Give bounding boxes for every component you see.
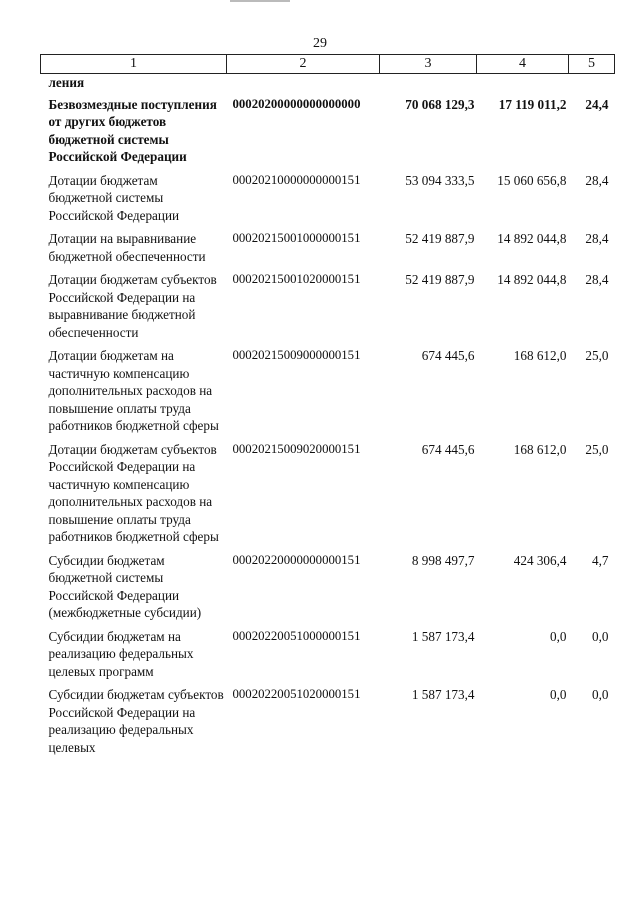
row-name: Дотации бюджетам субъектов Российской Федерации на частичную компенсацию дополнительных расходов на повышение оплаты труда работников бюджетной сферы [48,441,219,544]
row-percent: 25,0 [585,348,609,363]
table-row [41,552,615,628]
row-value-4: 0,0 [550,687,567,702]
row-value-4: 168 612,0 [513,441,567,457]
row-name: Дотации на выравнивание бюджетной обеспеченности [48,231,206,264]
row-value-4: 14 892 044,8 [497,231,567,246]
table-row [41,271,615,347]
table-header-row [41,55,615,74]
scan-artifact [230,0,290,2]
row-value-3: 52 419 887,9 [405,231,475,246]
table-row [41,628,615,687]
row-percent: 0,0 [592,687,609,702]
row-value-4 [477,74,569,96]
row-value-3: 674 445,6 [421,348,475,363]
row-percent: 28,4 [585,231,609,246]
table-row [41,441,615,552]
row-percent: 4,7 [592,552,609,568]
row-name: Субсидии бюджетам бюджетной системы Российской Федерации (межбюджетные субсидии) [48,552,202,620]
table-row [41,347,615,441]
row-value-3 [380,74,477,96]
row-code: 00020210000000000151 [232,172,361,187]
row-code: 00020215009000000151 [232,348,361,362]
row-code [227,74,380,96]
table-row [41,230,615,271]
row-code: 00020200000000000000 [232,96,361,111]
row-value-4: 15 060 656,8 [497,172,567,188]
column-header-5: 5 [569,55,615,74]
row-name: Дотации бюджетам на частичную компенсацию дополнительных расходов на повышение оплаты труда работников бюджетной сферы [48,348,219,433]
row-code: 00020220051020000151 [232,687,361,701]
row-value-3: 1 587 173,4 [411,628,475,644]
row-code: 00020220000000000151 [232,552,361,567]
table-row [41,74,615,96]
column-header-2: 2 [227,55,380,74]
row-code: 00020215001000000151 [232,231,361,245]
column-header-3: 3 [380,55,477,74]
row-value-3: 674 445,6 [421,441,475,457]
row-value-3: 1 587 173,4 [411,687,475,702]
row-name: Безвозмездные поступления от других бюджетов бюджетной системы Российской Федерации [48,96,217,164]
budget-table [40,54,615,762]
column-header-1: 1 [41,55,227,74]
row-name: ления [48,75,85,90]
table-body [41,74,615,763]
row-value-3: 53 094 333,5 [405,172,475,188]
row-code: 00020215001020000151 [232,272,361,286]
row-value-4: 0,0 [550,628,567,644]
row-value-4: 17 119 011,2 [498,96,567,112]
table-row [41,686,615,762]
row-percent [569,74,615,96]
row-percent: 28,4 [585,172,609,188]
row-value-3: 70 068 129,3 [405,96,475,112]
row-name: Дотации бюджетам бюджетной системы Российской Федерации [48,172,180,223]
row-percent: 0,0 [592,628,609,644]
row-value-4: 168 612,0 [513,348,567,363]
row-percent: 24,4 [585,96,609,112]
page-number: 29 [313,36,327,51]
row-name: Субсидии бюджетам на реализацию федеральных целевых программ [48,628,194,679]
table-row [41,96,615,172]
table-row [41,172,615,231]
row-code: 00020220051000000151 [232,628,361,643]
column-header-4: 4 [477,55,569,74]
row-value-3: 52 419 887,9 [405,272,475,287]
row-name: Дотации бюджетам субъектов Российской Федерации на выравнивание бюджетной обеспеченности [48,272,217,340]
row-value-3: 8 998 497,7 [411,552,475,568]
row-value-4: 14 892 044,8 [497,272,567,287]
row-name: Субсидии бюджетам субъектов Российской Федерации на реализацию федеральных целевых [48,687,224,755]
row-percent: 25,0 [585,441,609,457]
row-code: 00020215009020000151 [232,441,361,456]
row-percent: 28,4 [585,272,609,287]
row-value-4: 424 306,4 [513,552,567,568]
